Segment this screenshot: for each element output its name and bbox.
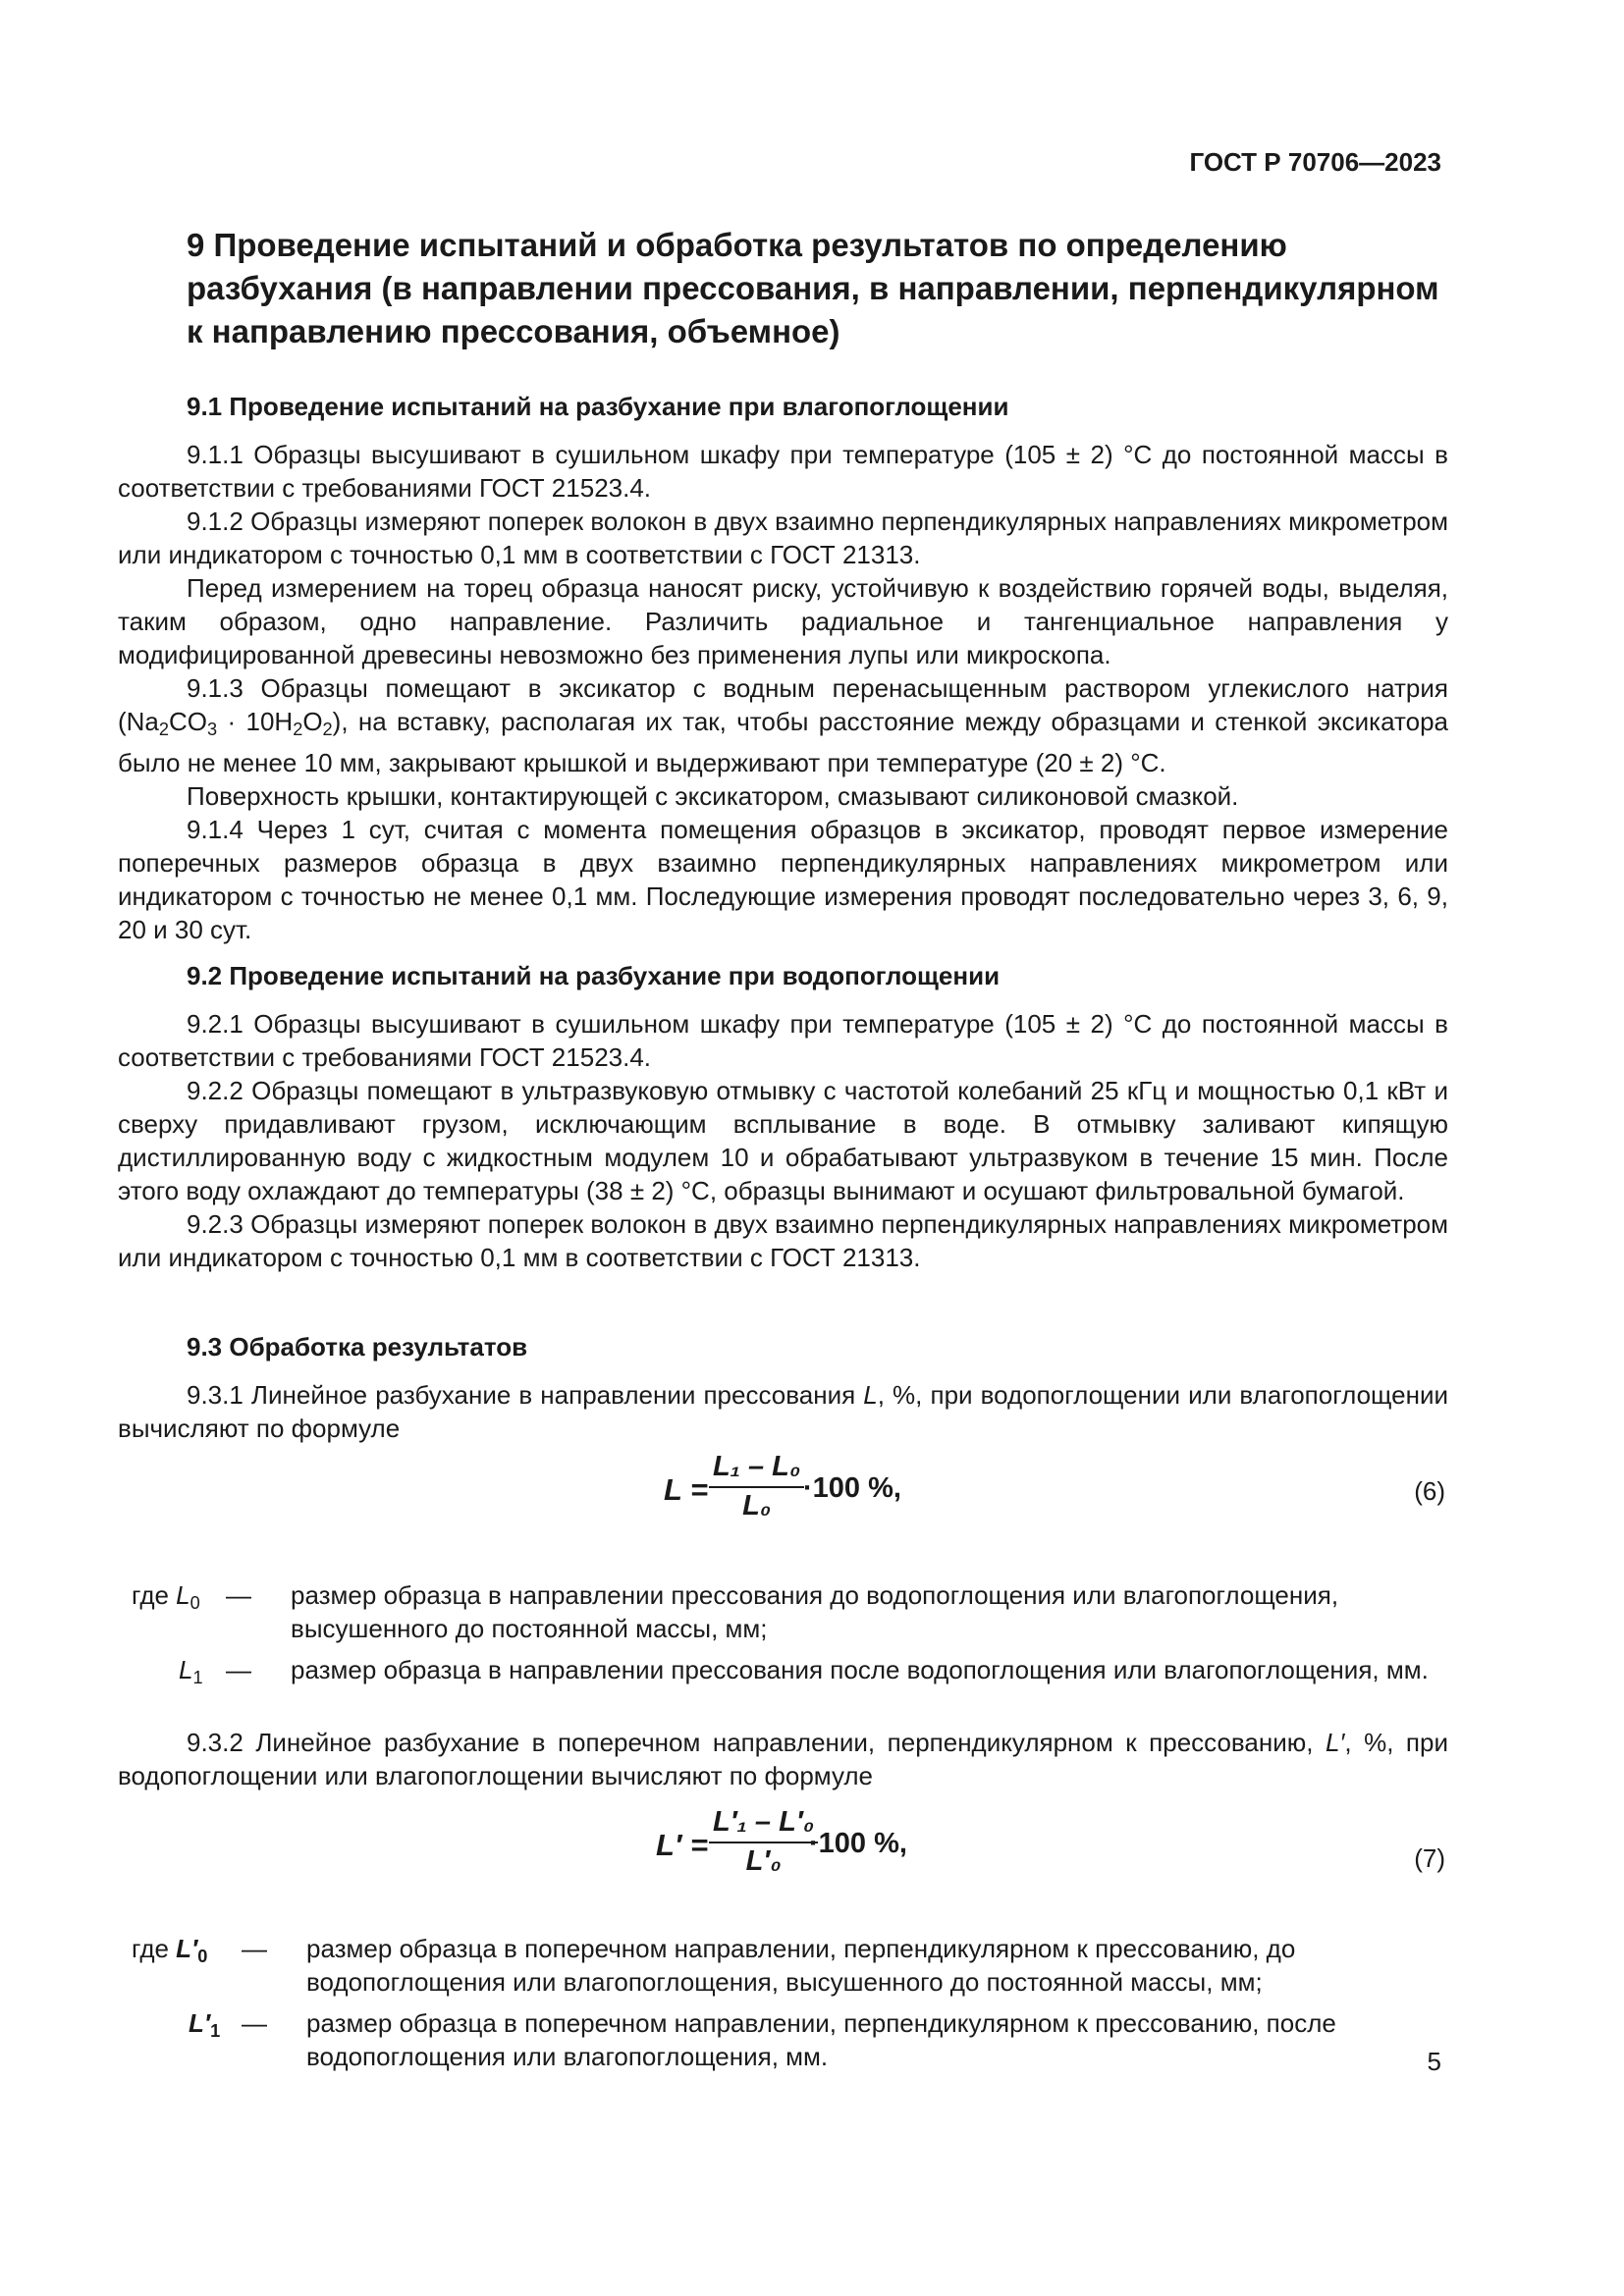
- formula-7-number: (7): [1414, 1843, 1445, 1873]
- formula-7-numerator: L′₁ – L′₀: [709, 1806, 818, 1843]
- document-code: ГОСТ Р 70706—2023: [1189, 147, 1441, 177]
- legend-item-l0-prime: где $L'_0$ — размер образца в поперечном направлении, перпендикулярном к прессованию, до водопоглощения или влагопоглощения, высушенного до постоянной массы, мм;: [132, 1934, 1296, 1997]
- paragraph-9-1-2: 9.1.2 Образцы измеряют поперек волокон в двух взаимно перпендикулярных направлениях микрометром или индикатором с точностью 0,1 мм в соответствии с ГОСТ 21313.: [118, 507, 1448, 569]
- legend-item-l1: $L_1$ — размер образца в направлении прессования после водопоглощения или влагопоглощения, мм.: [179, 1655, 1429, 1687]
- formula-7-multiplier: ·100 %,: [809, 1828, 907, 1859]
- legend-item-l0: где $L_0$ — размер образца в направлении прессования до водопоглощения или влагопоглощения, высушенного до постоянной массы, мм;: [132, 1580, 1339, 1643]
- page-number: 5: [1427, 2047, 1441, 2076]
- formula-6-lhs: L =: [664, 1472, 709, 1507]
- paragraph-9-1-1: 9.1.1 Образцы высушивают в сушильном шкафу при температуре (105 ± 2) °С до постоянной массы в соответствии с требованиями ГОСТ 21523.4.: [118, 440, 1448, 503]
- formula-6-legend: [132, 1578, 1447, 1735]
- section-title: 9 Проведение испытаний и обработка результатов по определению разбухания (в направлении прессования, в направлении, перпендикулярном к направлению прессования, объемное): [187, 227, 1439, 349]
- formula-6-multiplier: ·100 %,: [803, 1472, 901, 1504]
- paragraph-9-3-1: 9.3.1 Линейное разбухание в направлении прессования L, %, при водопоглощении или влагопоглощении вычисляют по формуле: [118, 1380, 1448, 1443]
- formula-6-number: (6): [1414, 1476, 1445, 1506]
- formula-7-fraction: [709, 1806, 818, 1878]
- paragraph-9-3-2: 9.3.2 Линейное разбухание в поперечном направлении, перпендикулярном к прессованию, L′, %, при водопоглощении или влагопоглощении вычисляют по формуле: [118, 1728, 1448, 1790]
- legend-item-l1-prime: $L'_1$ — размер образца в поперечном направлении, перпендикулярном к прессованию, после водопоглощения или влагопоглощения, мм.: [189, 2008, 1336, 2071]
- paragraph-9-2-2: 9.2.2 Образцы помещают в ультразвуковую отмывку с частотой колебаний 25 кГц и мощностью 0,1 кВт и сверху придавливают грузом, исключающим всплывание в воде. В отмывку заливают кипящую дистиллированную воду с жидкостным модулем 10 и обрабатывают ультразвуком в течение 15 мин. После этого воду охлаждают до температуры (38 ± 2) °С, образцы вынимают и осушают фильтровальной бумагой.: [118, 1076, 1448, 1205]
- paragraph-9-2-1: 9.2.1 Образцы высушивают в сушильном шкафу при температуре (105 ± 2) °С до постоянной массы в соответствии с требованиями ГОСТ 21523.4.: [118, 1009, 1448, 1072]
- paragraph-9-2-3: 9.2.3 Образцы измеряют поперек волокон в двух взаимно перпендикулярных направлениях микрометром или индикатором с точностью 0,1 мм в соответствии с ГОСТ 21313.: [118, 1209, 1448, 1272]
- section-9-1-body: [118, 438, 1448, 946]
- subsection-title-9-3: 9.3 Обработка результатов: [187, 1332, 528, 1362]
- formula-6-denominator: L₀: [742, 1490, 772, 1522]
- paragraph-9-1-3: 9.1.3 Образцы помещают в эксикатор с водным перенасыщенным раствором углекислого натрия $(Na_2CO_3 \cdot 10H_2O_2)$, на вставку, располагая их так, чтобы расстояние между образцами и стенкой эксикатора было не менее 10 мм, закрывают крышкой и выдерживают при температуре (20 ± 2) °С.: [118, 673, 1448, 777]
- formula-6-numerator: L₁ – L₀: [709, 1451, 804, 1488]
- formula-7-lhs: L′ =: [656, 1828, 709, 1862]
- formula-7-legend: [132, 1932, 1447, 2099]
- formula-7: [0, 1806, 1624, 1895]
- formula-6-fraction: [709, 1451, 804, 1522]
- subsection-title-9-1: 9.1 Проведение испытаний на разбухание при влагопоглощении: [187, 392, 1009, 421]
- paragraph-lid: Поверхность крышки, контактирующей с эксикатором, смазывают силиконовой смазкой.: [187, 781, 1239, 811]
- paragraph-marking: Перед измерением на торец образца наносят риску, устойчивую к воздействию горячей воды, выделяя, таким образом, одно направление. Различить радиальное и тангенциальное направления у модифицированной древесины невозможно без применения лупы или микроскопа.: [118, 573, 1448, 669]
- formula-6: [0, 1451, 1624, 1539]
- subsection-title-9-2: 9.2 Проведение испытаний на разбухание при водопоглощении: [187, 961, 1001, 990]
- paragraph-9-1-4: 9.1.4 Через 1 сут, считая с момента помещения образцов в эксикатор, проводят первое измерение поперечных размеров образца в двух взаимно перпендикулярных направлениях микрометром или индикатором с точностью не менее 0,1 мм. Последующие измерения проводят последовательно через 3, 6, 9, 20 и 30 сут.: [118, 815, 1448, 944]
- section-9-2-body: [118, 1007, 1448, 1274]
- formula-7-denominator: L′₀: [745, 1845, 782, 1877]
